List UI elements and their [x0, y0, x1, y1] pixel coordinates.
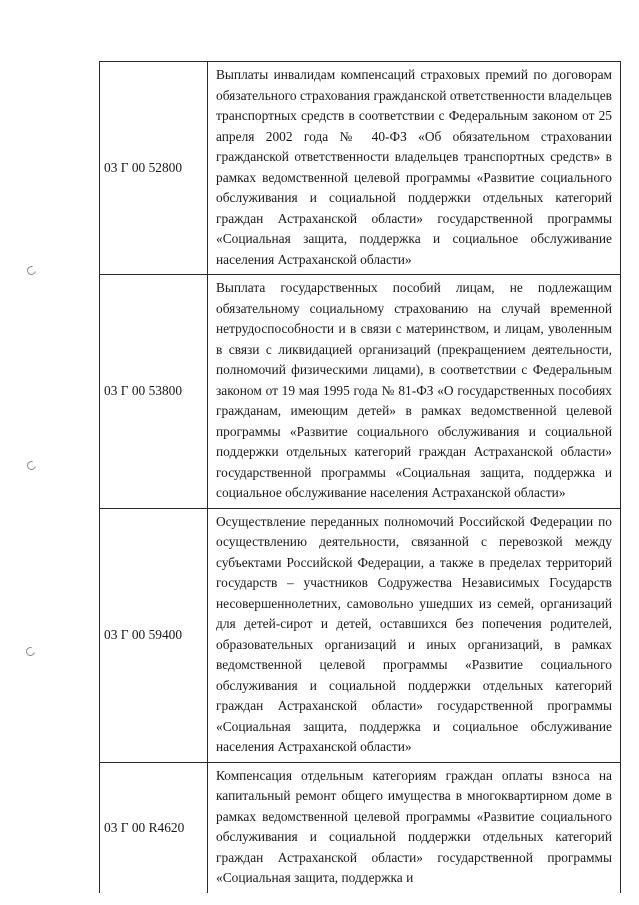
description-cell: Осуществление переданных полномочий Российской Федерации по осуществлению деятельности, связанной с перевозкой между субъектами Российской Федерации, а также в пределах территорий государств – участников Содружества Независимых Государств несовершеннолетних, самовольно ушедших из семей, организаций для детей-сирот и детей, оставшихся без попечения родителей, образовательных организаций и иных организаций, в рамках ведомственной целевой программы «Развитие социального обслуживания и социальной поддержки отдельных категорий граждан Астраханской области» государственной программы «Социальная защита, поддержка и социальное обслуживание населения Астраханской области» — [208, 508, 621, 762]
punch-hole-mark — [24, 645, 36, 657]
table-row — [100, 62, 621, 275]
punch-hole-mark — [25, 264, 37, 276]
punch-hole-mark — [25, 459, 37, 471]
table-row — [100, 762, 621, 893]
code-cell: 03 Г 00 59400 — [100, 508, 208, 762]
description-cell: Выплаты инвалидам компенсаций страховых премий по договорам обязательного страхования гражданской ответственности владельцев транспортных средств в соответствии с Федеральным законом от 25 апреля 2002 года № 40-ФЗ «Об обязательном страховании гражданской ответственности владельцев транспортных средств» в рамках ведомственной целевой программы «Развитие социального обслуживания и социальной поддержки отдельных категорий граждан Астраханской области» государственной программы «Социальная защита, поддержка и социальное обслуживание населения Астраханской области» — [208, 62, 621, 275]
budget-codes-table — [99, 61, 621, 893]
code-cell: 03 Г 00 52800 — [100, 62, 208, 275]
description-cell: Компенсация отдельным категориям граждан оплаты взноса на капитальный ремонт общего имущества в многоквартирном доме в рамках ведомственной целевой программы «Развитие социального обслуживания и социальной поддержки отдельных категорий граждан Астраханской области» государственной программы «Социальная защита, поддержка и — [208, 762, 621, 893]
table-row — [100, 275, 621, 509]
code-cell: 03 Г 00 R4620 — [100, 762, 208, 893]
code-cell: 03 Г 00 53800 — [100, 275, 208, 509]
table-row — [100, 508, 621, 762]
description-cell: Выплата государственных пособий лицам, не подлежащим обязательному социальному страхованию на случай временной нетрудоспособности и в связи с материнством, и лицам, уволенным в связи с ликвидацией организаций (прекращением деятельности, полномочий физическими лицами), в соответствии с Федеральным законом от 19 мая 1995 года № 81-ФЗ «О государственных пособиях гражданам, имеющим детей» в рамках ведомственной целевой программы «Развитие социального обслуживания и социальной поддержки отдельных категорий граждан Астраханской области» государственной программы «Социальная защита, поддержка и социальное обслуживание населения Астраханской области» — [208, 275, 621, 509]
